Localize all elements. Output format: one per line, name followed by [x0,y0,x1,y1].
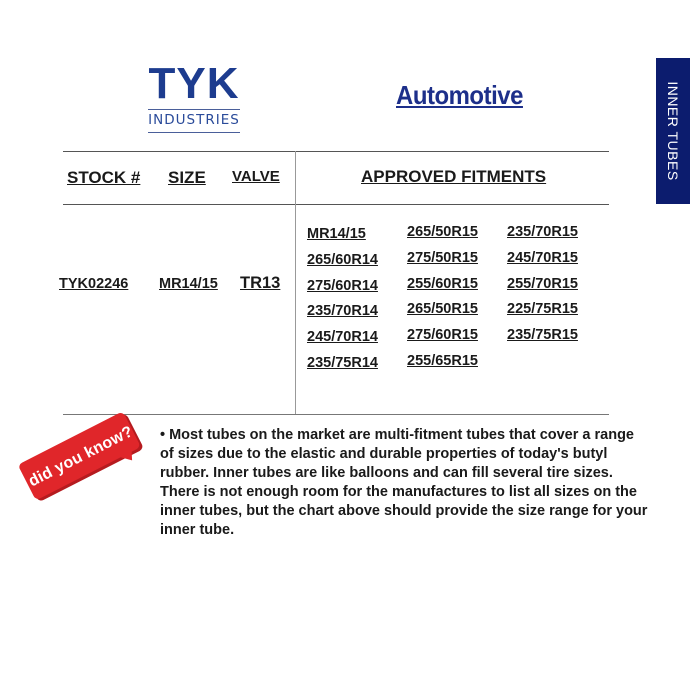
header-stock: STOCK # [67,168,141,187]
fitment-item: 255/65R15 [407,352,478,369]
logo-divider [148,109,240,110]
side-tab [656,58,690,204]
fitment-item: 275/60R14 [307,277,378,294]
brand-name: TYK [148,59,240,108]
fitment-item: 225/75R15 [507,301,578,318]
brand-subtitle: INDUSTRIES [148,112,240,128]
cell-size: MR14/15 [159,276,218,292]
header-size: SIZE [168,168,206,187]
cell-valve: TR13 [240,274,281,292]
fitment-item: MR14/15 [307,226,366,242]
fitment-item: 245/70R14 [307,329,378,346]
did-you-know-label: did you know? [25,423,136,491]
table-column-divider [295,151,296,414]
fitments-column-1 [307,224,378,379]
fitments-column-3 [507,222,578,351]
fitment-item: 245/70R15 [507,249,578,266]
header-fitments: APPROVED FITMENTS [361,167,547,186]
fitment-item: 265/60R14 [307,251,378,268]
table-bottom-rule [63,414,609,415]
fitment-item: 265/50R15 [407,301,478,318]
category-title: Automotive [396,80,523,110]
fitment-item: 255/70R15 [507,275,578,292]
header-valve: VALVE [232,168,280,185]
brand-logo [146,59,242,133]
fitment-item: 235/70R15 [507,224,578,240]
fitment-item: 255/60R15 [407,275,478,292]
did-you-know-badge [17,407,152,509]
fitment-item: 235/75R14 [307,354,378,371]
fitment-item: 235/75R15 [507,327,578,344]
fitment-item: 265/50R15 [407,224,478,240]
logo-divider-bottom [148,132,240,133]
fitment-item: 275/60R15 [407,327,478,344]
fitment-item: 275/50R15 [407,249,478,266]
did-you-know-text: • Most tubes on the market are multi-fitment tubes that cover a range of sizes due to the elastic and durable properties of today's butyl rubber. Inner tubes are like balloons and can fill several tire sizes. There is not enough room for the manufactures to list all sizes on the inner tubes, but the chart above should provide the size range for your inner tube. [160,427,648,538]
cell-stock: TYK02246 [59,276,129,292]
fitment-item: 235/70R14 [307,303,378,320]
table-top-rule [63,151,609,152]
table-header-rule [63,204,609,205]
side-tab-label: INNER TUBES [665,81,681,181]
fitments-column-2 [407,222,478,377]
